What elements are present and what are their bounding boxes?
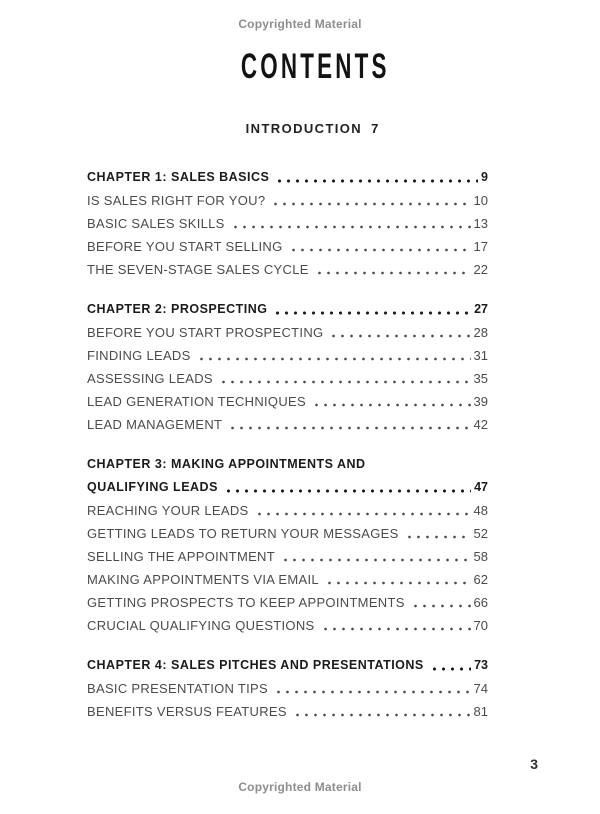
copyright-notice-bottom: Copyrighted Material [238, 780, 362, 794]
toc-entry-row [87, 189, 488, 212]
entry-page-number: 70 [473, 618, 488, 633]
entry-title: SELLING THE APPOINTMENT [87, 549, 275, 564]
entry-page-number: 58 [473, 549, 488, 564]
toc-section [87, 654, 488, 723]
entry-title: MAKING APPOINTMENTS VIA EMAIL [87, 572, 319, 587]
toc-entry-row [87, 212, 488, 235]
entry-title: GETTING PROSPECTS TO KEEP APPOINTMENTS [87, 595, 405, 610]
chapter-page-number: 47 [474, 480, 488, 494]
chapter-heading-row [87, 654, 488, 677]
chapter-heading-row [87, 298, 488, 321]
entry-title: BEFORE YOU START SELLING [87, 239, 283, 254]
entry-title: BASIC PRESENTATION TIPS [87, 681, 268, 696]
dot-leader [405, 522, 471, 545]
dot-leader [321, 614, 471, 637]
entry-title: REACHING YOUR LEADS [87, 503, 249, 518]
dot-leader [430, 654, 471, 677]
toc-entry-row [87, 344, 488, 367]
toc-section [87, 166, 488, 281]
entry-title: CRUCIAL QUALIFYING QUESTIONS [87, 618, 315, 633]
chapter-heading-row [87, 476, 488, 499]
dot-leader [315, 258, 471, 281]
introduction-entry [12, 121, 600, 136]
entry-page-number: 17 [473, 239, 488, 254]
dot-leader [224, 476, 471, 499]
dot-leader [271, 189, 470, 212]
entry-title: IS SALES RIGHT FOR YOU? [87, 193, 266, 208]
entry-title: LEAD GENERATION TECHNIQUES [87, 394, 306, 409]
dot-leader [274, 677, 471, 700]
dot-leader [289, 235, 471, 258]
toc-entry-row [87, 367, 488, 390]
dot-leader [312, 390, 471, 413]
dot-leader [293, 700, 471, 723]
toc-entry-row [87, 568, 488, 591]
dot-leader [411, 591, 471, 614]
dot-leader [281, 545, 471, 568]
toc-entry-row [87, 258, 488, 281]
entry-page-number: 39 [473, 394, 488, 409]
entry-page-number: 28 [473, 325, 488, 340]
dot-leader [325, 568, 471, 591]
toc-section [87, 453, 488, 637]
entry-page-number: 66 [473, 595, 488, 610]
toc-entry-row [87, 677, 488, 700]
introduction-label: INTRODUCTION [245, 121, 363, 136]
entry-title: BASIC SALES SKILLS [87, 216, 225, 231]
entry-title: BENEFITS VERSUS FEATURES [87, 704, 287, 719]
toc-entry-row [87, 235, 488, 258]
toc-entry-row [87, 499, 488, 522]
toc-entry-row [87, 390, 488, 413]
chapter-page-number: 73 [474, 658, 488, 672]
copyright-notice-top: Copyrighted Material [238, 17, 362, 31]
dot-leader [273, 298, 471, 321]
toc-entry-row [87, 614, 488, 637]
entry-title: GETTING LEADS TO RETURN YOUR MESSAGES [87, 526, 399, 541]
entry-page-number: 22 [473, 262, 488, 277]
table-of-contents [87, 166, 488, 723]
introduction-page-number: 7 [371, 121, 379, 136]
chapter-page-number: 9 [481, 170, 488, 184]
entry-page-number: 42 [473, 417, 488, 432]
entry-page-number: 13 [473, 216, 488, 231]
entry-page-number: 31 [473, 348, 488, 363]
entry-title: ASSESSING LEADS [87, 371, 213, 386]
chapter-heading-row [87, 166, 488, 189]
dot-leader [197, 344, 471, 367]
dot-leader [228, 413, 470, 436]
entry-page-number: 10 [473, 193, 488, 208]
page-title-wrap [15, 49, 600, 86]
entry-page-number: 62 [473, 572, 488, 587]
toc-section [87, 298, 488, 436]
toc-entry-row [87, 700, 488, 723]
entry-title: BEFORE YOU START PROSPECTING [87, 325, 324, 340]
dot-leader [219, 367, 471, 390]
chapter-title: CHAPTER 1: SALES BASICS [87, 170, 270, 184]
entry-page-number: 81 [473, 704, 488, 719]
chapter-title: CHAPTER 4: SALES PITCHES AND PRESENTATIONS [87, 658, 424, 672]
entry-page-number: 48 [473, 503, 488, 518]
entry-page-number: 52 [473, 526, 488, 541]
toc-entry-row [87, 591, 488, 614]
chapter-title: QUALIFYING LEADS [87, 480, 218, 494]
dot-leader [275, 166, 478, 189]
chapter-title: CHAPTER 2: PROSPECTING [87, 302, 268, 316]
dot-leader [255, 499, 471, 522]
dot-leader [231, 212, 471, 235]
toc-entry-row [87, 413, 488, 436]
entry-page-number: 35 [473, 371, 488, 386]
chapter-heading-row [87, 453, 488, 476]
toc-entry-row [87, 321, 488, 344]
toc-entry-row [87, 545, 488, 568]
dot-leader [329, 321, 470, 344]
entry-title: FINDING LEADS [87, 348, 191, 363]
page-number: 3 [530, 756, 538, 772]
entry-title: LEAD MANAGEMENT [87, 417, 223, 432]
chapter-page-number: 27 [474, 302, 488, 316]
entry-title: THE SEVEN-STAGE SALES CYCLE [87, 262, 309, 277]
toc-entry-row [87, 522, 488, 545]
entry-page-number: 74 [473, 681, 488, 696]
chapter-title: CHAPTER 3: MAKING APPOINTMENTS AND [87, 457, 366, 471]
page-title: CONTENTS [240, 47, 390, 86]
